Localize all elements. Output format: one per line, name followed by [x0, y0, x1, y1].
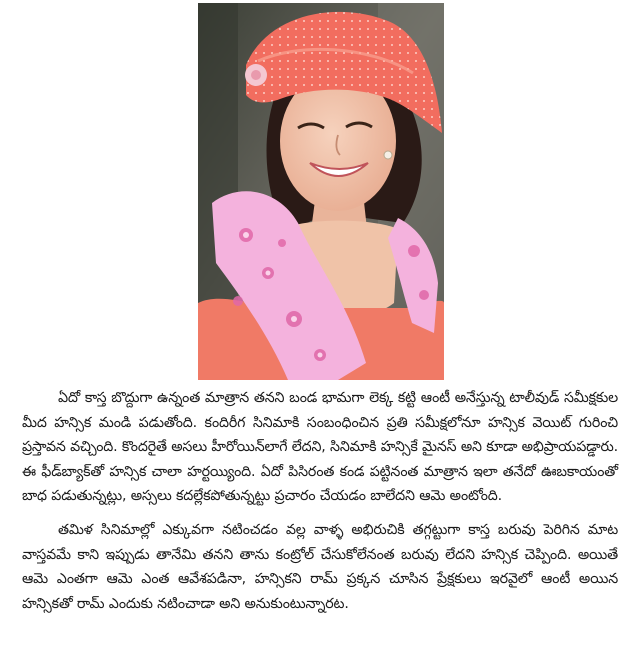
article-body: [22, 386, 618, 616]
article-paragraph-1: ఏదో కాస్త బొద్దుగా ఉన్నంత మాత్రాన తనని బండ భామగా లెక్క కట్టి ఆంటీ అనేస్తున్న టాలీవుడ్ సమీక్షకుల మీద హన్సిక మండి పడుతోంది. కందిరీగ సినిమాకి సంబంధించిన ప్రతి సమీక్షలోనూ హన్సిక వెయిట్ గురించి ప్రస్తావన వచ్చింది. కొందరైతే అసలు హీరోయిన్‌లాగే లేదని, సినిమాకి హన్సికే మైనస్ అని కూడా అభిప్రాయపడ్డారు. ఈ ఫీడ్‌బ్యాక్‌తో హన్సిక చాలా హర్టయ్యింది. ఏదో పిసిరంత కండ పట్టినంత మాత్రాన ఇలా తనేదో ఊబకాయంతో బాధ పడుతున్నట్లు, అస్సలు కదల్లేకపోతున్నట్టు ప్రచారం చేయడం బాలేదని ఆమె అంటోంది.: [22, 390, 618, 505]
article-paragraph-2: తమిళ సినిమాల్లో ఎక్కువగా నటించడం వల్ల వాళ్ళ అభిరుచికి తగ్గట్టుగా కాస్త బరువు పెరిగిన మాట వాస్తవమే కాని ఇప్పుడు తానేమి తనని తాను కంట్రోల్ చేసుకోలేనంత బరువు లేదని హన్సిక చెప్పింది. అయితే ఆమె ఎంతగా ఆమె ఎంత ఆవేశపడినా, హన్సికని రామ్ ప్రక్కన చూసిన ప్రేక్షకులు ఇరవైలో ఆంటీ అయిన హన్సికతో రామ్ ఎందుకు నటించాడా అని అనుకుంటున్నారట.: [22, 521, 618, 612]
actress-photo: [198, 3, 444, 380]
